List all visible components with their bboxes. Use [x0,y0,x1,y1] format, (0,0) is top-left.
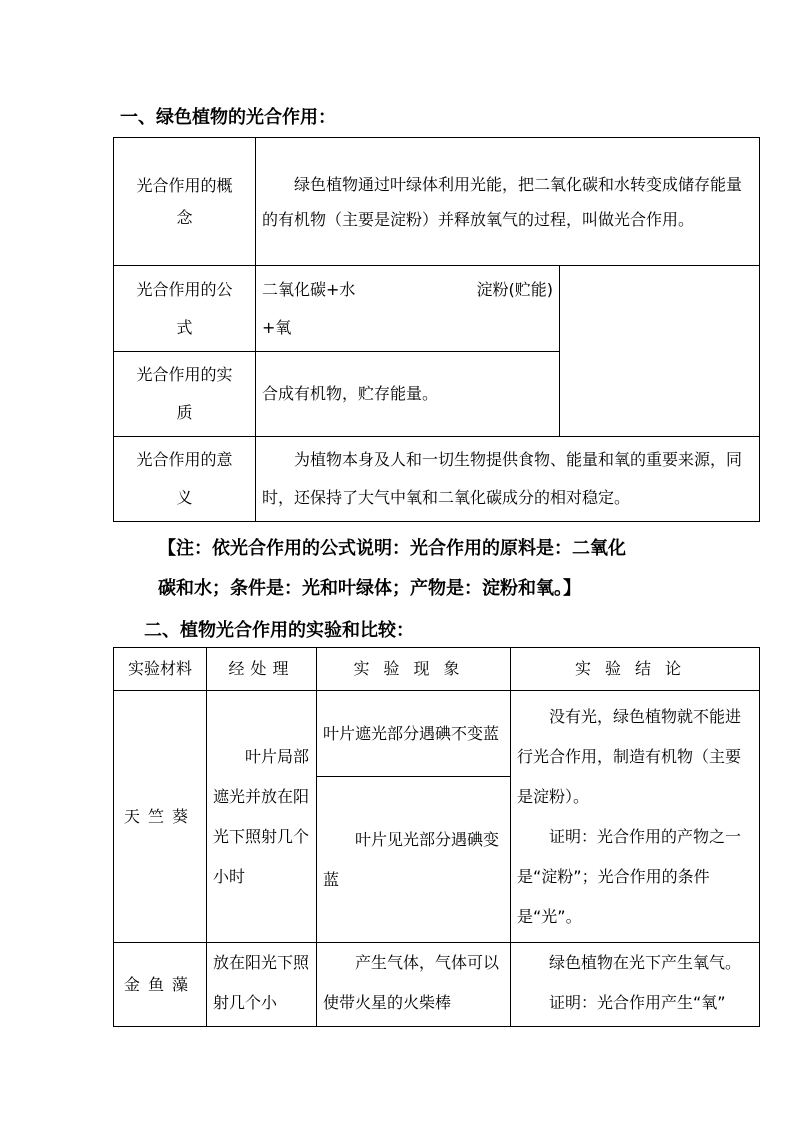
section2-heading: 二、植物光合作用的实验和比较： [144,620,414,641]
material-hornwort: 金鱼藻 [114,943,207,1027]
phenomenon-geranium-2: 叶片见光部分遇碘变蓝 [317,777,511,943]
phenomenon-hornwort: 产生气体，气体可以使带火星的火柴棒 [317,943,511,1027]
conclusion-geranium-text: 没有光，绿色植物就不能进行光合作用，制造有机物（主要是淀粉）。 [517,706,742,806]
formula-left: 二氧化碳+水 [262,279,356,299]
treatment-geranium [207,691,317,943]
section1-heading: 一、绿色植物的光合作用： [120,107,336,128]
note-line-1: 【注：依光合作用的公式说明：光合作用的原料是：二氧化 [158,538,626,559]
phenomenon-geranium-1: 叶片遮光部分遇碘不变蓝 [317,691,511,777]
photosynthesis-table [113,137,760,522]
treatment-geranium-text: 叶片局部遮光并放在阳光下照射几个小时 [213,746,310,886]
material-geranium: 天竺葵 [114,691,207,943]
formula-label: 光合作用的公式 [114,266,256,352]
formula-tail: +氧 [262,317,292,337]
formula-right: 淀粉(贮能) [476,279,553,299]
note-line-2: 碳和水；条件是：光和叶绿体；产物是：淀粉和氧。】 [158,578,581,599]
conclusion-geranium [511,691,760,943]
conclusion-hornwort-text: 绿色植物在光下产生氧气。 [549,953,742,972]
blank-cell [560,266,760,437]
treatment-hornwort: 放在阳光下照射几个小 [207,943,317,1027]
essence-content: 合成有机物，贮存能量。 [256,352,560,437]
proof-geranium-text: 证明：光合作用的产物之一是“淀粉”；光合作用的条件是“光”。 [517,826,742,926]
experiment-table [113,647,760,1027]
header-treatment: 经处理 [207,648,317,691]
concept-content: 绿色植物通过叶绿体利用光能，把二氧化碳和水转变成储存能量的有机物（主要是淀粉）并释放氧气的过程，叫做光合作用。 [256,138,760,266]
concept-label: 光合作用的概念 [114,138,256,266]
significance-content: 为植物本身及人和一切生物提供食物、能量和氧的重要来源，同时，还保持了大气中氧和二氧化碳成分的相对稳定。 [256,437,760,522]
header-phenomenon: 实验现象 [317,648,511,691]
essence-label: 光合作用的实质 [114,352,256,437]
header-conclusion: 实验结论 [511,648,760,691]
formula-content [256,266,560,352]
header-material: 实验材料 [114,648,207,691]
significance-label: 光合作用的意义 [114,437,256,522]
proof-hornwort-text: 证明：光合作用产生“氧” [549,993,726,1012]
conclusion-hornwort [511,943,760,1027]
